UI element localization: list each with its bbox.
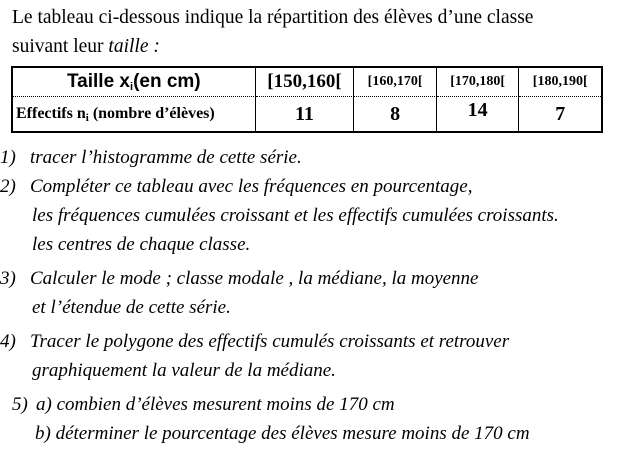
question-4	[0, 327, 640, 385]
question-number: 5)	[12, 394, 28, 415]
class-cell-1: [150,160[	[256, 68, 355, 97]
effectif-cell-4: 7	[555, 102, 566, 125]
header-label-cell	[13, 68, 256, 97]
question-number: 2)	[0, 176, 16, 197]
question-number: 4)	[0, 331, 16, 352]
intro-line-2	[12, 32, 632, 61]
question-number: 3)	[0, 268, 16, 289]
question-line: tracer l’histogramme de cette série.	[30, 147, 302, 168]
effectif-cell-1: 11	[256, 97, 355, 131]
question-line: les fréquences cumulées croissant et les effectifs cumulées croissants.	[32, 205, 559, 226]
question-line: Compléter ce tableau avec les fréquences en pourcentage,	[30, 176, 473, 197]
question-3	[0, 264, 640, 322]
question-line: et l’étendue de cette série.	[32, 297, 231, 318]
question-line: a) combien d’élèves mesurent moins de 170 cm	[36, 394, 395, 415]
effectifs-label-rest: (nombre d’élèves)	[88, 104, 215, 122]
intro-line-1: Le tableau ci-dessous indique la répartition des élèves d’une classe	[12, 7, 534, 28]
class-cell-3: [170,180[	[437, 68, 520, 97]
question-line: b) déterminer le pourcentage des élèves mesure moins de 170 cm	[35, 423, 530, 444]
intro-line-2-italic: taille :	[108, 36, 160, 57]
effectifs-label: Effectifs n	[16, 104, 86, 122]
class-cell-2: [160,170[	[354, 68, 437, 97]
header-label: Taille x	[66, 71, 130, 92]
question-line: Calculer le mode ; classe modale , la médiane, la moyenne	[30, 268, 479, 289]
header-subscript: i	[130, 81, 134, 93]
table-header-row	[13, 68, 601, 97]
question-5	[0, 390, 640, 448]
class-cell-4: [180,190[	[519, 68, 601, 97]
effectif-cell-2: 8	[354, 97, 437, 131]
effectifs-subscript: i	[85, 111, 89, 124]
questions-list	[0, 143, 640, 448]
intro-paragraph	[12, 3, 632, 61]
table-effectifs-row	[13, 97, 601, 131]
question-number: 1)	[0, 147, 16, 168]
question-line: graphiquement la valeur de la médiane.	[32, 360, 336, 381]
question-line: les centres de chaque classe.	[32, 234, 251, 255]
effectifs-label-cell	[13, 97, 256, 131]
question-line: Tracer le polygone des effectifs cumulés croissants et retrouver	[30, 331, 510, 352]
question-1	[0, 143, 640, 172]
distribution-table	[11, 66, 603, 133]
header-unit: (en cm)	[133, 71, 201, 92]
intro-line-2-prefix: suivant leur	[12, 36, 109, 57]
question-2	[0, 172, 640, 259]
effectif-cell-3: 14	[437, 97, 520, 131]
